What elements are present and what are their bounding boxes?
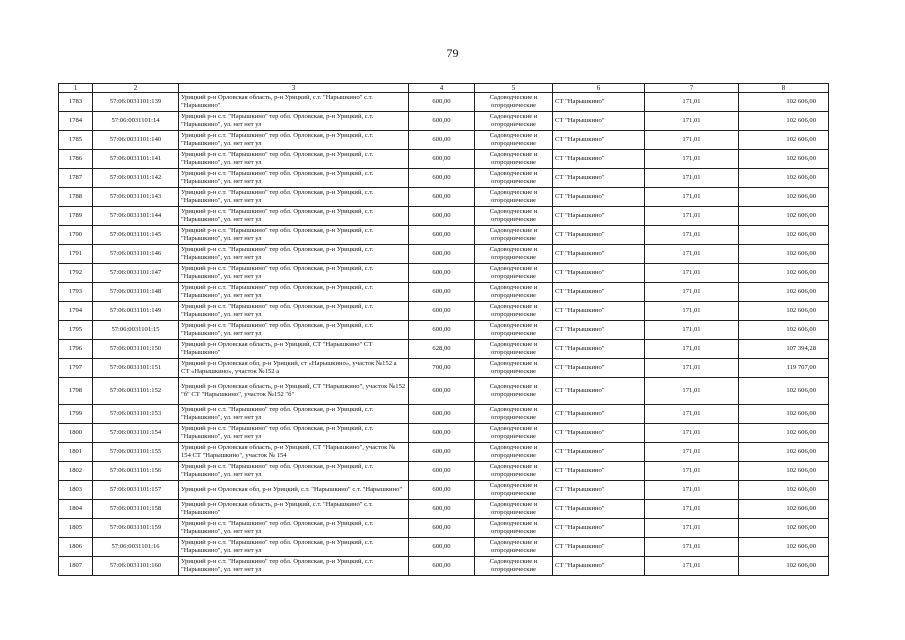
area-cell: 600,00 xyxy=(409,150,475,169)
cadastral-number-cell: 57:06:0031101:146 xyxy=(93,245,179,264)
cadastral-value-cell: 102 606,00 xyxy=(739,112,829,131)
area-cell: 600,00 xyxy=(409,462,475,481)
area-cell: 600,00 xyxy=(409,519,475,538)
row-number-cell: 1784 xyxy=(59,112,93,131)
row-number-cell: 1806 xyxy=(59,538,93,557)
address-cell: Урицкий р-н с.т. "Нарышкино" тер обл. Орловская, р-н Урицкий, с.т. "Нарышкино", ул. нет нет ул xyxy=(179,245,409,264)
cadastral-number-cell: 57:06:0031101:150 xyxy=(93,340,179,359)
row-number-cell: 1805 xyxy=(59,519,93,538)
area-cell: 600,00 xyxy=(409,264,475,283)
address-cell: Урицкий р-н с.т. "Нарышкино" тер обл. Орловская, р-н Урицкий, с.т. "Нарышкино", ул. нет нет ул xyxy=(179,462,409,481)
area-cell: 600,00 xyxy=(409,557,475,576)
row-number-cell: 1797 xyxy=(59,359,93,378)
unit-price-cell: 171,01 xyxy=(645,378,739,405)
organization-cell: СТ "Нарышкино" xyxy=(553,112,645,131)
cadastral-number-cell: 57:06:0031101:160 xyxy=(93,557,179,576)
organization-cell: СТ "Нарышкино" xyxy=(553,321,645,340)
column-header: 3 xyxy=(179,84,409,93)
row-number-cell: 1785 xyxy=(59,131,93,150)
table-row xyxy=(59,226,829,245)
column-header: 2 xyxy=(93,84,179,93)
land-registry-table xyxy=(58,83,829,576)
area-cell: 600,00 xyxy=(409,424,475,443)
organization-cell: СТ "Нарышкино" xyxy=(553,519,645,538)
row-number-cell: 1792 xyxy=(59,264,93,283)
table-row xyxy=(59,245,829,264)
cadastral-value-cell: 107 394,28 xyxy=(739,340,829,359)
unit-price-cell: 171,01 xyxy=(645,538,739,557)
cadastral-value-cell: 102 606,00 xyxy=(739,150,829,169)
land-use-cell: Садоводческие и огороднические xyxy=(475,226,553,245)
cadastral-number-cell: 57:06:0031101:15 xyxy=(93,321,179,340)
land-use-cell: Садоводческие и огороднические xyxy=(475,462,553,481)
land-use-cell: Садоводческие и огороднические xyxy=(475,481,553,500)
address-cell: Урицкий р-н с.т. "Нарышкино" тер обл. Орловская, р-н Урицкий, с.т. "Нарышкино", ул. нет нет ул xyxy=(179,519,409,538)
organization-cell: СТ "Нарышкино" xyxy=(553,405,645,424)
unit-price-cell: 171,01 xyxy=(645,131,739,150)
area-cell: 600,00 xyxy=(409,131,475,150)
address-cell: Урицкий р-н Орловская обл, р-н Урицкий, ст «Нарышкино», участок №152 а СТ «Нарышкино», участок №152 а xyxy=(179,359,409,378)
unit-price-cell: 171,01 xyxy=(645,443,739,462)
cadastral-value-cell: 102 606,00 xyxy=(739,283,829,302)
table-row xyxy=(59,112,829,131)
table-row xyxy=(59,424,829,443)
organization-cell: СТ "Нарышкино" xyxy=(553,462,645,481)
cadastral-number-cell: 57:06:0031101:147 xyxy=(93,264,179,283)
area-cell: 600,00 xyxy=(409,378,475,405)
land-use-cell: Садоводческие и огороднические xyxy=(475,405,553,424)
table-row xyxy=(59,405,829,424)
page-number: 79 xyxy=(446,46,459,60)
unit-price-cell: 171,01 xyxy=(645,226,739,245)
land-use-cell: Садоводческие и огороднические xyxy=(475,500,553,519)
cadastral-number-cell: 57:06:0031101:158 xyxy=(93,500,179,519)
unit-price-cell: 171,01 xyxy=(645,340,739,359)
area-cell: 600,00 xyxy=(409,93,475,112)
table-row xyxy=(59,302,829,321)
cadastral-value-cell: 102 606,00 xyxy=(739,500,829,519)
column-index-row xyxy=(59,84,829,93)
table-row xyxy=(59,283,829,302)
land-use-cell: Садоводческие и огороднические xyxy=(475,131,553,150)
cadastral-value-cell: 102 606,00 xyxy=(739,169,829,188)
organization-cell: СТ "Нарышкино" xyxy=(553,207,645,226)
table-row xyxy=(59,378,829,405)
address-cell: Урицкий р-н Орловская область, р-н Урицкий, с.т. "Нарышкино" с.т. "Нарышкино" xyxy=(179,500,409,519)
land-use-cell: Садоводческие и огороднические xyxy=(475,443,553,462)
address-cell: Урицкий р-н с.т. "Нарышкино" тер обл. Орловская, р-н Урицкий, с.т. "Нарышкино", ул. нет нет ул xyxy=(179,226,409,245)
unit-price-cell: 171,01 xyxy=(645,500,739,519)
cadastral-number-cell: 57:06:0031101:141 xyxy=(93,150,179,169)
cadastral-value-cell: 102 606,00 xyxy=(739,405,829,424)
row-number-cell: 1807 xyxy=(59,557,93,576)
organization-cell: СТ "Нарышкино" xyxy=(553,226,645,245)
row-number-cell: 1803 xyxy=(59,481,93,500)
area-cell: 600,00 xyxy=(409,188,475,207)
cadastral-value-cell: 102 606,00 xyxy=(739,226,829,245)
row-number-cell: 1795 xyxy=(59,321,93,340)
cadastral-number-cell: 57:06:0031101:16 xyxy=(93,538,179,557)
land-use-cell: Садоводческие и огороднические xyxy=(475,538,553,557)
address-cell: Урицкий р-н Орловская область, р-н Урицкий, с.т. "Нарышкино" с.т. "Нарышкино" xyxy=(179,93,409,112)
unit-price-cell: 171,01 xyxy=(645,188,739,207)
organization-cell: СТ "Нарышкино" xyxy=(553,424,645,443)
table-row xyxy=(59,481,829,500)
land-use-cell: Садоводческие и огороднические xyxy=(475,150,553,169)
area-cell: 600,00 xyxy=(409,538,475,557)
area-cell: 700,00 xyxy=(409,359,475,378)
column-header: 6 xyxy=(553,84,645,93)
column-header: 7 xyxy=(645,84,739,93)
table-row xyxy=(59,150,829,169)
row-number-cell: 1791 xyxy=(59,245,93,264)
land-use-cell: Садоводческие и огороднические xyxy=(475,519,553,538)
organization-cell: СТ "Нарышкино" xyxy=(553,538,645,557)
organization-cell: СТ "Нарышкино" xyxy=(553,481,645,500)
unit-price-cell: 171,01 xyxy=(645,359,739,378)
cadastral-number-cell: 57:06:0031101:153 xyxy=(93,405,179,424)
cadastral-value-cell: 102 606,00 xyxy=(739,207,829,226)
column-header: 8 xyxy=(739,84,829,93)
cadastral-number-cell: 57:06:0031101:140 xyxy=(93,131,179,150)
organization-cell: СТ "Нарышкино" xyxy=(553,378,645,405)
row-number-cell: 1789 xyxy=(59,207,93,226)
table-row xyxy=(59,462,829,481)
area-cell: 600,00 xyxy=(409,321,475,340)
address-cell: Урицкий р-н с.т. "Нарышкино" тер обл. Орловская, р-н Урицкий, с.т. "Нарышкино", ул. нет нет ул xyxy=(179,424,409,443)
cadastral-value-cell: 102 606,00 xyxy=(739,302,829,321)
cadastral-value-cell: 102 606,00 xyxy=(739,538,829,557)
cadastral-number-cell: 57:06:0031101:159 xyxy=(93,519,179,538)
area-cell: 600,00 xyxy=(409,169,475,188)
organization-cell: СТ "Нарышкино" xyxy=(553,359,645,378)
address-cell: Урицкий р-н с.т. "Нарышкино" тер обл. Орловская, р-н Урицкий, с.т. "Нарышкино", ул. нет нет ул xyxy=(179,169,409,188)
area-cell: 600,00 xyxy=(409,481,475,500)
organization-cell: СТ "Нарышкино" xyxy=(553,283,645,302)
table-row xyxy=(59,321,829,340)
table-row xyxy=(59,93,829,112)
address-cell: Урицкий р-н Орловская область, р-н Урицкий, СТ "Нарышкино" СТ "Нарышкино" xyxy=(179,340,409,359)
row-number-cell: 1799 xyxy=(59,405,93,424)
cadastral-value-cell: 102 606,00 xyxy=(739,519,829,538)
area-cell: 600,00 xyxy=(409,245,475,264)
unit-price-cell: 171,01 xyxy=(645,150,739,169)
cadastral-number-cell: 57:06:0031101:143 xyxy=(93,188,179,207)
table-row xyxy=(59,538,829,557)
cadastral-value-cell: 102 606,00 xyxy=(739,557,829,576)
land-use-cell: Садоводческие и огороднические xyxy=(475,264,553,283)
table-body xyxy=(59,93,829,576)
column-header: 1 xyxy=(59,84,93,93)
cadastral-number-cell: 57:06:0031101:14 xyxy=(93,112,179,131)
cadastral-value-cell: 119 707,00 xyxy=(739,359,829,378)
unit-price-cell: 171,01 xyxy=(645,245,739,264)
area-cell: 600,00 xyxy=(409,283,475,302)
table-row xyxy=(59,500,829,519)
table-row xyxy=(59,359,829,378)
table-row xyxy=(59,169,829,188)
organization-cell: СТ "Нарышкино" xyxy=(553,150,645,169)
area-cell: 600,00 xyxy=(409,302,475,321)
land-use-cell: Садоводческие и огороднические xyxy=(475,93,553,112)
organization-cell: СТ "Нарышкино" xyxy=(553,264,645,283)
unit-price-cell: 171,01 xyxy=(645,481,739,500)
cadastral-value-cell: 102 606,00 xyxy=(739,443,829,462)
cadastral-number-cell: 57:06:0031101:152 xyxy=(93,378,179,405)
organization-cell: СТ "Нарышкино" xyxy=(553,340,645,359)
land-use-cell: Садоводческие и огороднические xyxy=(475,340,553,359)
cadastral-value-cell: 102 606,00 xyxy=(739,481,829,500)
unit-price-cell: 171,01 xyxy=(645,519,739,538)
table-row xyxy=(59,188,829,207)
land-use-cell: Садоводческие и огороднические xyxy=(475,321,553,340)
area-cell: 600,00 xyxy=(409,443,475,462)
unit-price-cell: 171,01 xyxy=(645,321,739,340)
unit-price-cell: 171,01 xyxy=(645,405,739,424)
address-cell: Урицкий р-н с.т. "Нарышкино" тер обл. Орловская, р-н Урицкий, с.т. "Нарышкино", ул. нет нет ул xyxy=(179,131,409,150)
cadastral-value-cell: 102 606,00 xyxy=(739,264,829,283)
unit-price-cell: 171,01 xyxy=(645,264,739,283)
row-number-cell: 1787 xyxy=(59,169,93,188)
land-use-cell: Садоводческие и огороднические xyxy=(475,188,553,207)
column-header: 5 xyxy=(475,84,553,93)
row-number-cell: 1798 xyxy=(59,378,93,405)
area-cell: 600,00 xyxy=(409,500,475,519)
address-cell: Урицкий р-н Орловская область, р-н Урицкий, СТ "Нарышкино", участок № 154 СТ "Нарышкино", участок № 154 xyxy=(179,443,409,462)
table-row xyxy=(59,207,829,226)
cadastral-number-cell: 57:06:0031101:142 xyxy=(93,169,179,188)
organization-cell: СТ "Нарышкино" xyxy=(553,443,645,462)
row-number-cell: 1800 xyxy=(59,424,93,443)
cadastral-number-cell: 57:06:0031101:156 xyxy=(93,462,179,481)
organization-cell: СТ "Нарышкино" xyxy=(553,169,645,188)
unit-price-cell: 171,01 xyxy=(645,207,739,226)
area-cell: 600,00 xyxy=(409,226,475,245)
address-cell: Урицкий р-н с.т. "Нарышкино" тер обл. Орловская, р-н Урицкий, с.т. "Нарышкино", ул. нет нет ул xyxy=(179,150,409,169)
address-cell: Урицкий р-н с.т. "Нарышкино" тер обл. Орловская, р-н Урицкий, с.т. "Нарышкино", ул. нет нет ул xyxy=(179,538,409,557)
address-cell: Урицкий р-н Орловская область, р-н Урицкий, СТ "Нарышкино", участок №152 "б" СТ "Нарышкино", участок №152 "б" xyxy=(179,378,409,405)
cadastral-number-cell: 57:06:0031101:145 xyxy=(93,226,179,245)
row-number-cell: 1788 xyxy=(59,188,93,207)
unit-price-cell: 171,01 xyxy=(645,424,739,443)
address-cell: Урицкий р-н с.т. "Нарышкино" тер обл. Орловская, р-н Урицкий, с.т. "Нарышкино", ул. нет нет ул xyxy=(179,112,409,131)
address-cell: Урицкий р-н с.т. "Нарышкино" тер обл. Орловская, р-н Урицкий, с.т. "Нарышкино", ул. нет нет ул xyxy=(179,207,409,226)
land-use-cell: Садоводческие и огороднические xyxy=(475,424,553,443)
row-number-cell: 1793 xyxy=(59,283,93,302)
land-use-cell: Садоводческие и огороднические xyxy=(475,302,553,321)
unit-price-cell: 171,01 xyxy=(645,302,739,321)
row-number-cell: 1786 xyxy=(59,150,93,169)
area-cell: 628,00 xyxy=(409,340,475,359)
land-use-cell: Садоводческие и огороднические xyxy=(475,245,553,264)
cadastral-value-cell: 102 606,00 xyxy=(739,245,829,264)
unit-price-cell: 171,01 xyxy=(645,283,739,302)
address-cell: Урицкий р-н Орловская обл, р-н Урицкий, с.т. "Нарышкино" с.т. "Нарышкино" xyxy=(179,481,409,500)
address-cell: Урицкий р-н с.т. "Нарышкино" тер обл. Орловская, р-н Урицкий, с.т. "Нарышкино", ул. нет нет ул xyxy=(179,188,409,207)
table-row xyxy=(59,443,829,462)
unit-price-cell: 171,01 xyxy=(645,93,739,112)
land-use-cell: Садоводческие и огороднические xyxy=(475,359,553,378)
address-cell: Урицкий р-н с.т. "Нарышкино" тер обл. Орловская, р-н Урицкий, с.т. "Нарышкино", ул. нет нет ул xyxy=(179,264,409,283)
cadastral-number-cell: 57:06:0031101:151 xyxy=(93,359,179,378)
unit-price-cell: 171,01 xyxy=(645,112,739,131)
cadastral-value-cell: 102 606,00 xyxy=(739,462,829,481)
cadastral-value-cell: 102 606,00 xyxy=(739,378,829,405)
land-use-cell: Садоводческие и огороднические xyxy=(475,283,553,302)
unit-price-cell: 171,01 xyxy=(645,462,739,481)
organization-cell: СТ "Нарышкино" xyxy=(553,245,645,264)
cadastral-value-cell: 102 606,00 xyxy=(739,131,829,150)
table-row xyxy=(59,557,829,576)
cadastral-number-cell: 57:06:0031101:155 xyxy=(93,443,179,462)
unit-price-cell: 171,01 xyxy=(645,557,739,576)
area-cell: 600,00 xyxy=(409,207,475,226)
address-cell: Урицкий р-н с.т. "Нарышкино" тер обл. Орловская, р-н Урицкий, с.т. "Нарышкино", ул. нет нет ул xyxy=(179,321,409,340)
cadastral-number-cell: 57:06:0031101:148 xyxy=(93,283,179,302)
table-row xyxy=(59,264,829,283)
land-use-cell: Садоводческие и огороднические xyxy=(475,169,553,188)
organization-cell: СТ "Нарышкино" xyxy=(553,302,645,321)
cadastral-number-cell: 57:06:0031101:157 xyxy=(93,481,179,500)
organization-cell: СТ "Нарышкино" xyxy=(553,131,645,150)
land-use-cell: Садоводческие и огороднические xyxy=(475,112,553,131)
land-use-cell: Садоводческие и огороднические xyxy=(475,207,553,226)
row-number-cell: 1804 xyxy=(59,500,93,519)
row-number-cell: 1783 xyxy=(59,93,93,112)
land-use-cell: Садоводческие и огороднические xyxy=(475,378,553,405)
row-number-cell: 1796 xyxy=(59,340,93,359)
cadastral-value-cell: 102 606,00 xyxy=(739,93,829,112)
cadastral-number-cell: 57:06:0031101:149 xyxy=(93,302,179,321)
area-cell: 600,00 xyxy=(409,405,475,424)
organization-cell: СТ "Нарышкино" xyxy=(553,93,645,112)
cadastral-number-cell: 57:06:0031101:154 xyxy=(93,424,179,443)
address-cell: Урицкий р-н с.т. "Нарышкино" тер обл. Орловская, р-н Урицкий, с.т. "Нарышкино", ул. нет нет ул xyxy=(179,405,409,424)
row-number-cell: 1801 xyxy=(59,443,93,462)
table-row xyxy=(59,131,829,150)
organization-cell: СТ "Нарышкино" xyxy=(553,500,645,519)
cadastral-number-cell: 57:06:0031101:144 xyxy=(93,207,179,226)
area-cell: 600,00 xyxy=(409,112,475,131)
unit-price-cell: 171,01 xyxy=(645,169,739,188)
column-header: 4 xyxy=(409,84,475,93)
cadastral-value-cell: 102 606,00 xyxy=(739,424,829,443)
row-number-cell: 1790 xyxy=(59,226,93,245)
cadastral-value-cell: 102 606,00 xyxy=(739,321,829,340)
row-number-cell: 1802 xyxy=(59,462,93,481)
table-row xyxy=(59,340,829,359)
address-cell: Урицкий р-н с.т. "Нарышкино" тер обл. Орловская, р-н Урицкий, с.т. "Нарышкино", ул. нет нет ул xyxy=(179,302,409,321)
row-number-cell: 1794 xyxy=(59,302,93,321)
organization-cell: СТ "Нарышкино" xyxy=(553,557,645,576)
cadastral-number-cell: 57:06:0031101:139 xyxy=(93,93,179,112)
cadastral-value-cell: 102 606,00 xyxy=(739,188,829,207)
address-cell: Урицкий р-н с.т. "Нарышкино" тер обл. Орловская, р-н Урицкий, с.т. "Нарышкино", ул. нет нет ул xyxy=(179,557,409,576)
organization-cell: СТ "Нарышкино" xyxy=(553,188,645,207)
address-cell: Урицкий р-н с.т. "Нарышкино" тер обл. Орловская, р-н Урицкий, с.т. "Нарышкино", ул. нет нет ул xyxy=(179,283,409,302)
table-row xyxy=(59,519,829,538)
land-use-cell: Садоводческие и огороднические xyxy=(475,557,553,576)
